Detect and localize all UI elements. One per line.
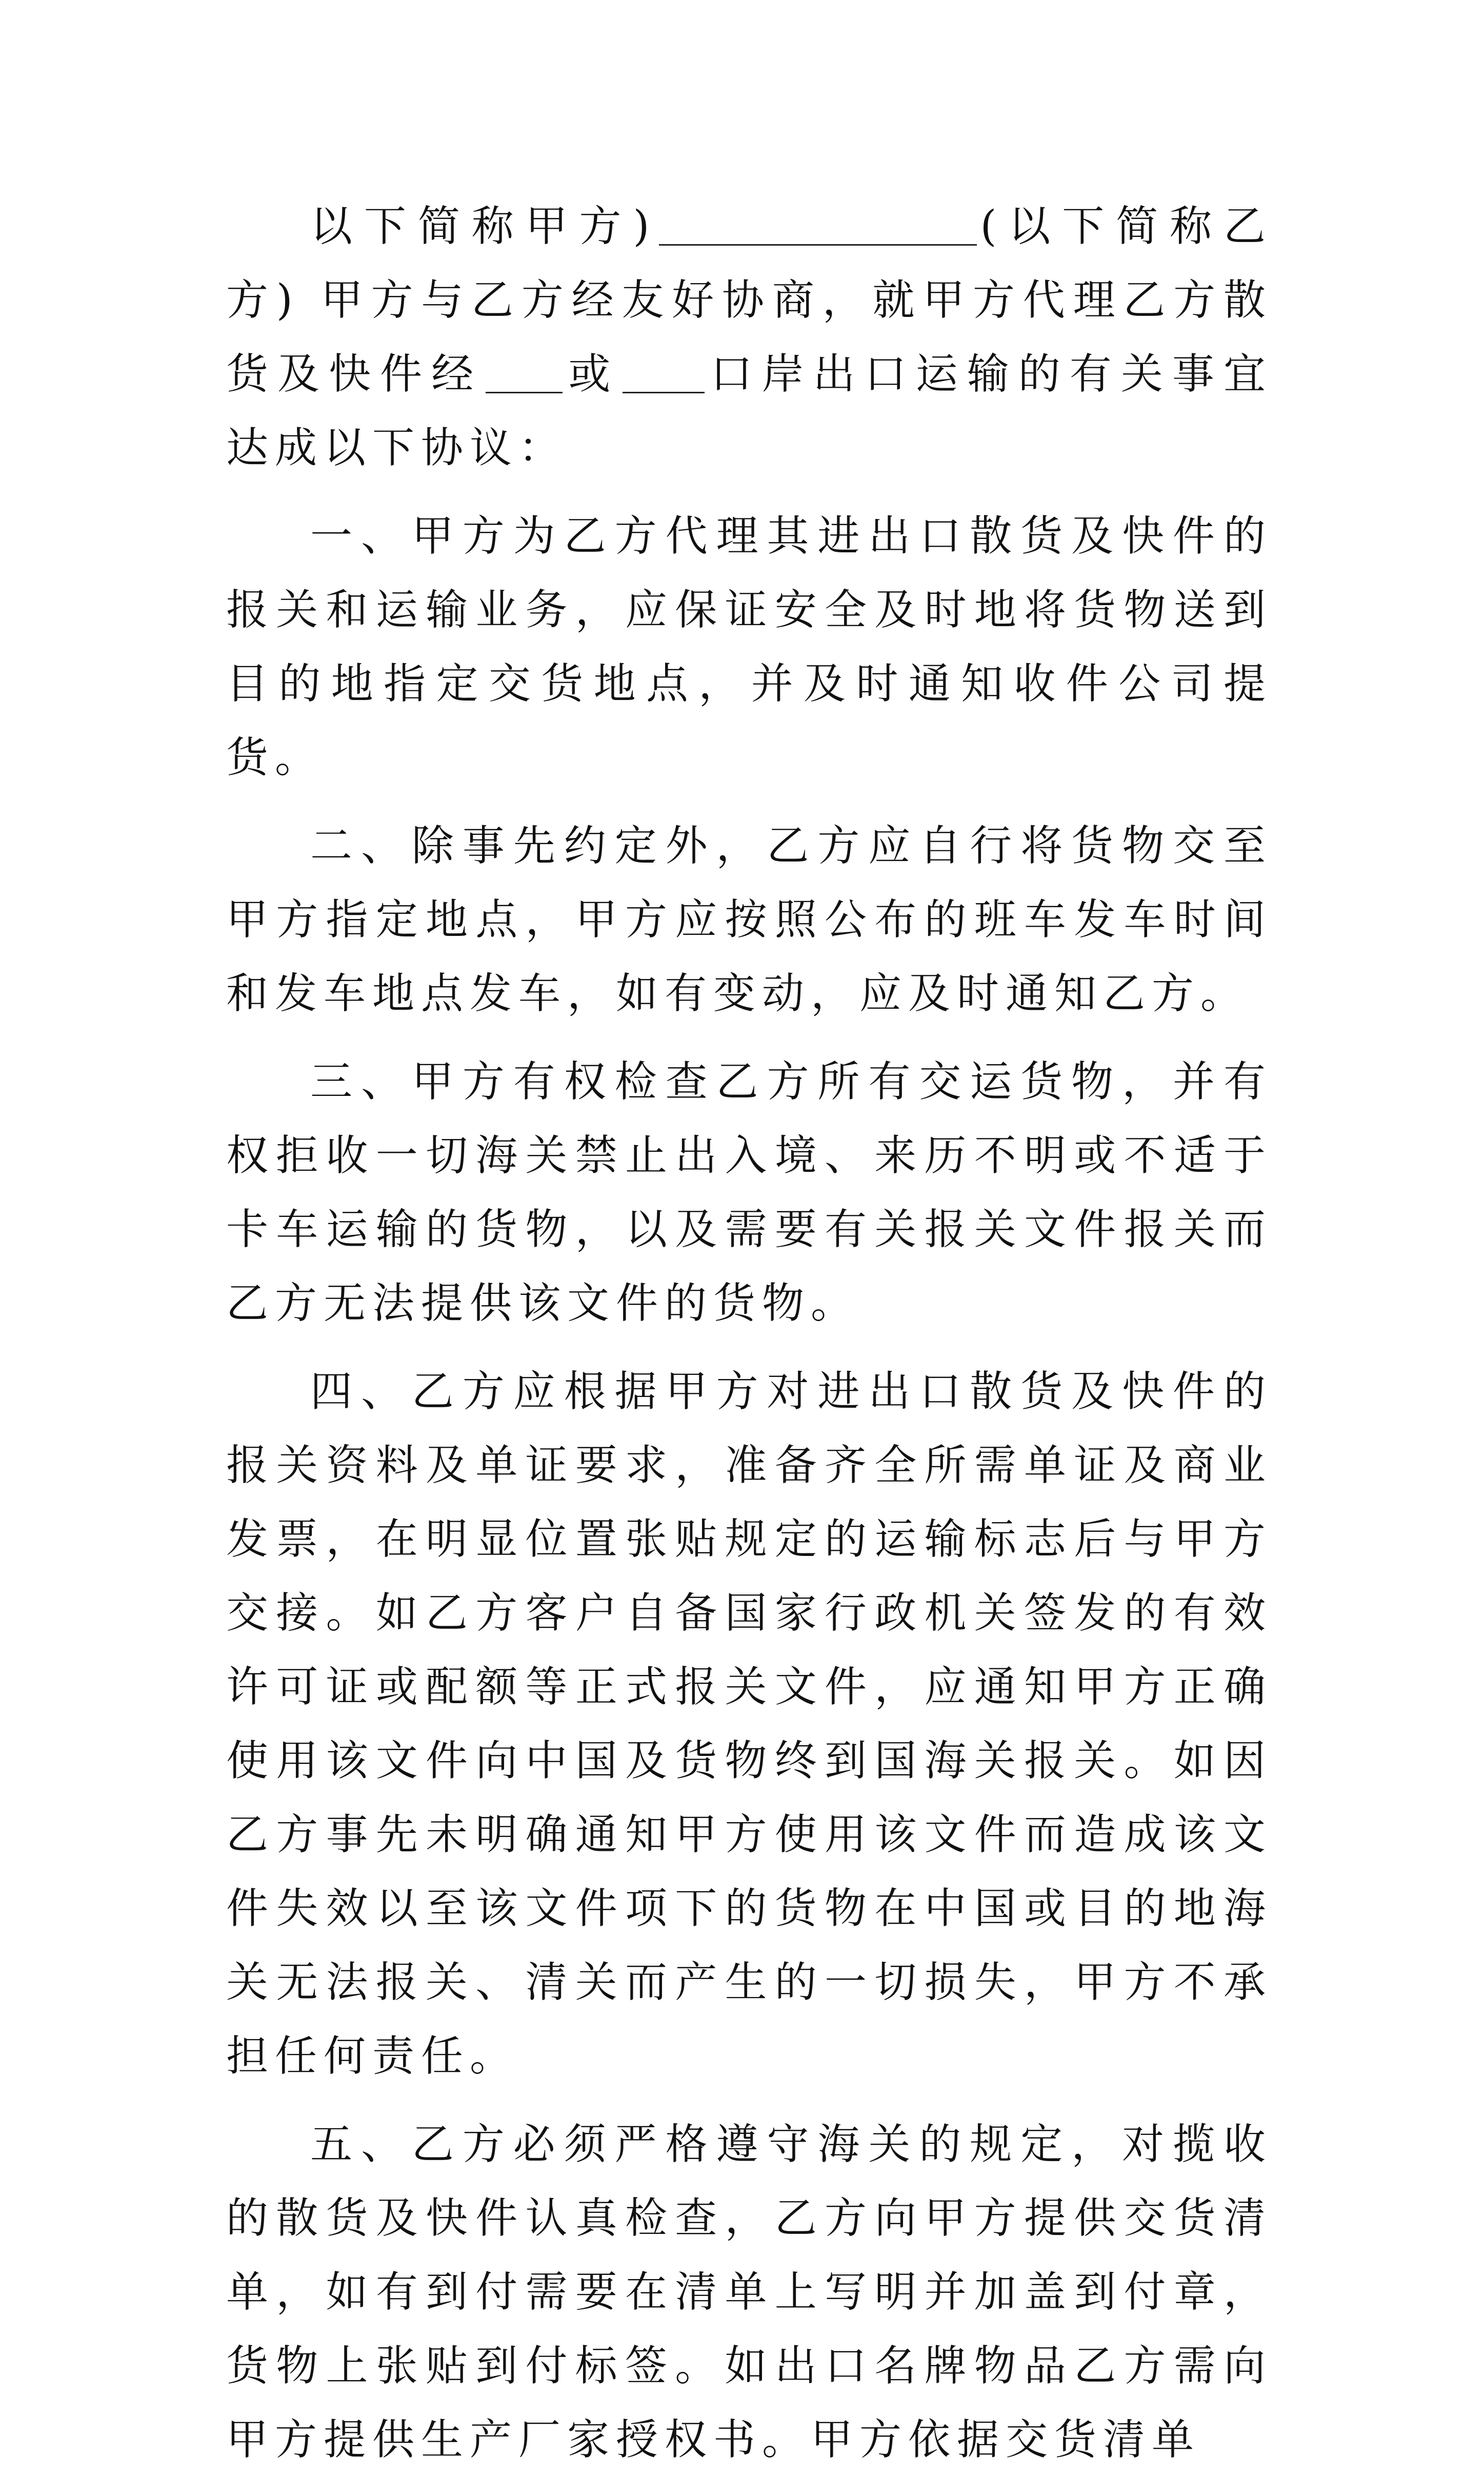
party-b-name-blank <box>659 202 977 246</box>
clause-3: 三、甲方有权检查乙方所有交运货物，并有权拒收一切海关禁止出入境、来历不明或不适于卡车运输的货物，以及需要有关报关文件报关而乙方无法提供该文件的货物。 <box>226 1057 1272 1328</box>
intro-text-part4: 口岸出口运输的有关事宜达成以下协议： <box>226 350 1272 472</box>
intro-paragraph <box>226 190 1272 485</box>
clause-2: 二、除事先约定外，乙方应自行将货物交至甲方指定地点，甲方应按照公布的班车发车时间和发车地点发车，如有变动，应及时通知乙方。 <box>226 822 1272 1018</box>
clause-5: 五、乙方必须严格遵守海关的规定，对揽收的散货及快件认真检查，乙方向甲方提供交货清单，如有到付需要在清单上写明并加盖到付章，货物上张贴到付标签。如出口名牌物品乙方需向甲方提供生产厂家授权书。甲方依据交货清单 <box>226 2120 1272 2464</box>
intro-text-part2: (以下简称乙方) 甲方与乙方经友好协商，就甲方代理乙方散货及快件经 <box>226 202 1272 398</box>
port-blank-1 <box>486 350 563 393</box>
document-body <box>226 190 1272 2477</box>
clause-1: 一、甲方为乙方代理其进出口散货及快件的报关和运输业务，应保证安全及时地将货物送到目的地指定交货地点，并及时通知收件公司提货。 <box>226 512 1272 782</box>
port-blank-2 <box>623 350 705 393</box>
clause-4: 四、乙方应根据甲方对进出口散货及快件的报关资料及单证要求，准备齐全所需单证及商业发票，在明显位置张贴规定的运输标志后与甲方交接。如乙方客户自备国家行政机关签发的有效许可证或配额等正式报关文件，应通知甲方正确使用该文件向中国及货物终到国海关报关。如因乙方事先未明确通知甲方使用该文件而造成该文件失效以至该文件项下的货物在中国或目的地海关无法报关、清关而产生的一切损失，甲方不承担任何责任。 <box>226 1367 1272 2081</box>
intro-text-part3: 或 <box>566 350 620 398</box>
intro-text-part1: 以下简称甲方) <box>310 202 656 251</box>
